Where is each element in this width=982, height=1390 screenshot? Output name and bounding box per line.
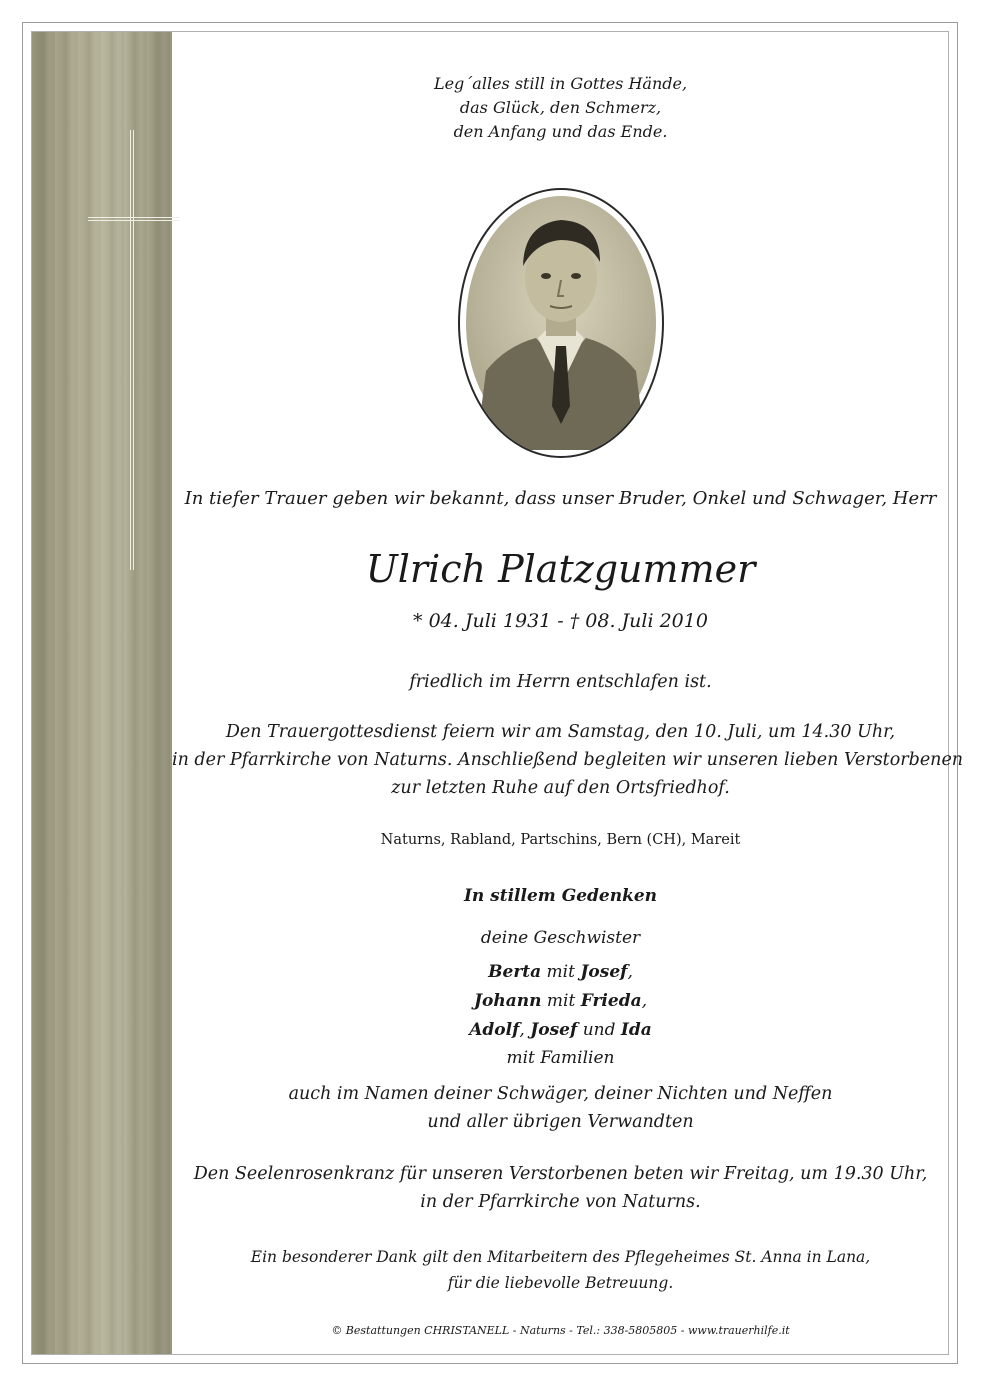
sibling-name: Adolf [469, 1020, 520, 1040]
sibling-name: Ida [620, 1020, 652, 1040]
deceased-name: Ulrich Platzgummer [365, 547, 756, 591]
service-line-3: zur letzten Ruhe auf den Ortsfriedhof. [391, 778, 730, 798]
service-line-2: in der Pfarrkirche von Naturns. Anschließend begleiten wir unseren lieben Verstorbenen [172, 750, 964, 770]
punctuation: , [641, 991, 647, 1011]
partner-name: Josef [580, 962, 628, 982]
places: Naturns, Rabland, Partschins, Bern (CH), Mareit [380, 832, 741, 848]
punctuation: , [627, 962, 633, 982]
sibling-row-1 [172, 962, 949, 982]
sibling-name: Berta [488, 962, 542, 982]
thanks-line-1: Ein besonderer Dank gilt den Mitarbeitern des Pflegeheimes St. Anna in Lana, [250, 1248, 871, 1266]
separator: , [519, 1020, 531, 1040]
passed-text: friedlich im Herrn entschlafen ist. [409, 672, 712, 692]
connector: mit [541, 962, 581, 982]
side-band [32, 32, 172, 1354]
cross-icon [130, 130, 134, 570]
connector: und [577, 1020, 621, 1040]
with-families: mit Familien [506, 1048, 615, 1068]
verse-line-3: den Anfang und das Ende. [453, 122, 668, 141]
portrait-illustration [466, 196, 656, 450]
announcement: In tiefer Trauer geben wir bekannt, dass unser Bruder, Onkel und Schwager, Herr [184, 488, 937, 509]
connector: mit [541, 991, 581, 1011]
sibling-row-2 [172, 991, 949, 1011]
thanks-line-2: für die liebevolle Betreuung. [447, 1274, 674, 1292]
life-dates: * 04. Juli 1931 - † 08. Juli 2010 [413, 610, 708, 632]
cross-icon-bar [88, 217, 180, 221]
sibling-row-3 [172, 1020, 949, 1040]
partner-name: Frieda [580, 991, 642, 1011]
verse-line-1: Leg´alles still in Gottes Hände, [433, 74, 688, 93]
sibling-name: Josef [530, 1020, 578, 1040]
also-line-1: auch im Namen deiner Schwäger, deiner Nichten und Neffen [288, 1084, 833, 1104]
verse-line-2: das Glück, den Schmerz, [459, 98, 662, 117]
rosary-line-2: in der Pfarrkirche von Naturns. [420, 1192, 701, 1212]
mourners-relation: deine Geschwister [480, 928, 641, 948]
also-line-2: und aller übrigen Verwandten [427, 1112, 694, 1132]
sibling-name: Johann [474, 991, 542, 1011]
rosary-line-1: Den Seelenrosenkranz für unseren Verstorbenen beten wir Freitag, um 19.30 Uhr, [193, 1164, 928, 1184]
footer-credit: © Bestattungen CHRISTANELL - Naturns - Tel.: 338-5805805 - www.trauerhilfe.it [331, 1324, 790, 1337]
portrait-photo [458, 188, 664, 458]
service-line-1: Den Trauergottesdienst feiern wir am Samstag, den 10. Juli, um 14.30 Uhr, [225, 722, 896, 742]
mourners-heading: In stillem Gedenken [463, 886, 658, 906]
